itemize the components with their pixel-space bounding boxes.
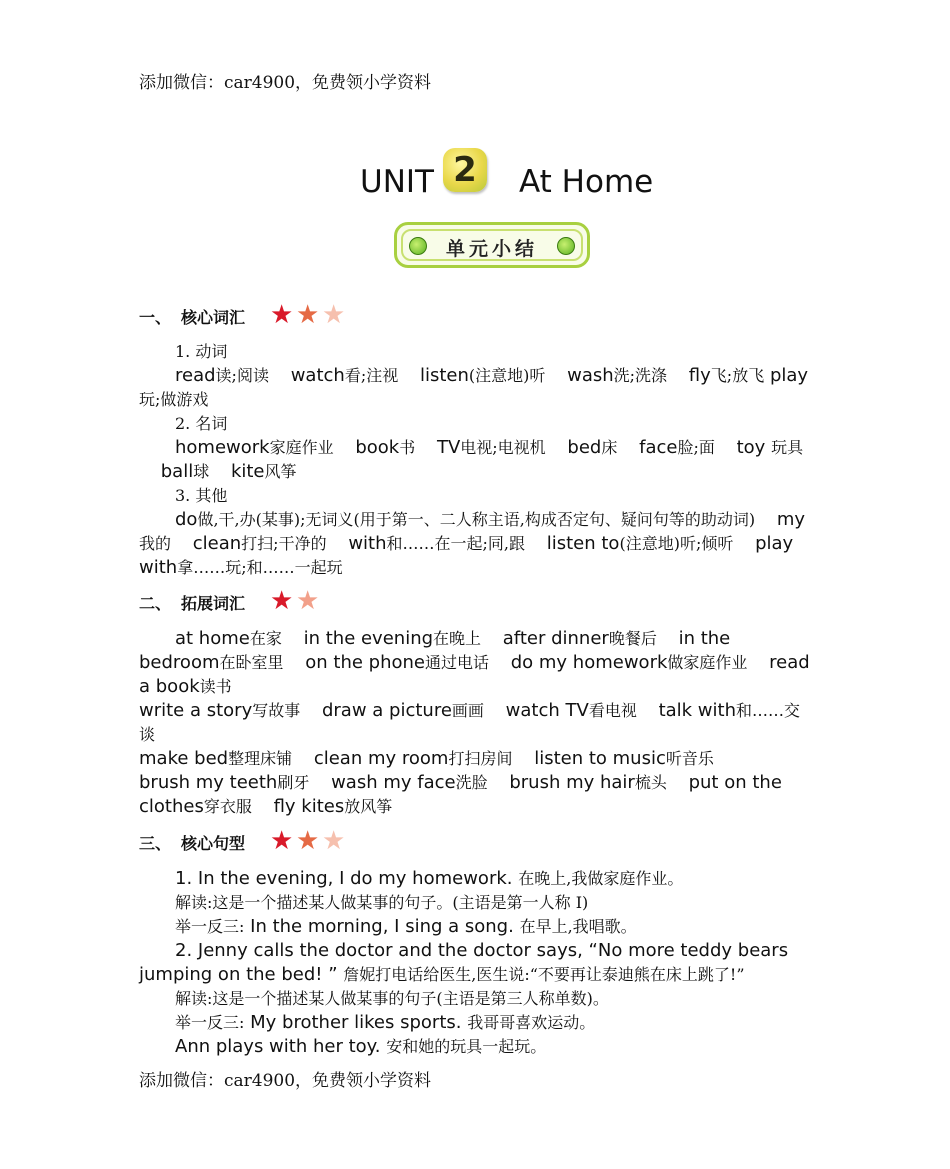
star-full-icon: ★ [296,826,320,856]
phrase-list-continued: brush my teeth刷牙 wash my face洗脸 brush my hair梳头 put on the clothes穿衣服 fly kites放风筝 [139,772,782,817]
verbs-heading: 1. 动词 [175,342,228,361]
section-title: 核心句型 [181,834,246,853]
section-heading-extended-vocab [139,586,320,616]
sentence-2-example: 举一反三: My brother likes sports. 我哥哥喜欢运动。 [175,1012,596,1033]
star-half-icon: ★ [322,300,346,330]
nouns-heading: 2. 名词 [175,414,228,433]
verbs-list: read读;阅读 watch看;注视 listen(注意地)听 wash洗;洗涤 fly飞;放飞 play玩;做游戏 [139,365,809,409]
unit-summary-banner [394,222,590,268]
sentence-2-example-2: Ann plays with her toy. 安和她的玩具一起玩。 [175,1036,547,1057]
core-sentences-block [139,867,811,1059]
sentence-2: 2. Jenny calls the doctor and the doctor says, “No more teddy bears jumping on the bed! ” 詹妮打电话给医生,医生说:“不要再让泰迪熊在床上跳了!” [139,940,789,985]
sentence-1: 1. In the evening, I do my homework. 在晚上,我做家庭作业。 [175,868,684,889]
section-number: 三、 [139,834,172,853]
star-half-icon: ★ [296,586,320,616]
section-title: 拓展词汇 [181,594,246,613]
phrase-list-continued: make bed整理床铺 clean my room打扫房间 listen to music听音乐 [139,748,714,769]
phrase-list: at home在家 in the evening在晚上 after dinner晚餐后 in the bedroom在卧室里 on the phone通过电话 do my homework做家庭作业 read a book读书 [139,628,810,697]
phrase-list-continued: write a story写故事 draw a picture画画 watch TV看电视 talk with和……交谈 [139,700,801,744]
watermark-bottom: 添加微信：car4900，免费领小学资料 [139,1071,432,1091]
unit-title [360,148,680,218]
others-heading: 3. 其他 [175,486,228,505]
section-heading-core-vocab [139,300,346,330]
core-vocab-block [139,340,811,580]
sentence-1-note: 解读:这是一个描述某人做某事的句子。(主语是第一人称 I) [175,893,589,912]
section-number: 二、 [139,594,172,613]
sentence-2-note: 解读:这是一个描述某人做某事的句子(主语是第三人称单数)。 [175,989,609,1008]
section-number: 一、 [139,308,172,327]
watermark-top: 添加微信：car4900，免费领小学资料 [139,73,432,93]
banner-label: 单元小结 [445,238,538,260]
unit-name: At Home [519,164,654,200]
star-full-icon: ★ [270,826,294,856]
sentence-1-example: 举一反三: In the morning, I sing a song. 在早上,我唱歌。 [175,916,637,937]
others-list: do做,干,办(某事);无词义(用于第一、二人称主语,构成否定句、疑问句等的助动词) my我的 clean打扫;干净的 with和……在一起;同,跟 listen to(注意地)听;倾听 play with拿……玩;和……一起玩 [139,509,805,578]
star-full-icon: ★ [270,300,294,330]
star-full-icon: ★ [270,586,294,616]
extended-vocab-block [139,627,811,819]
unit-number: 2 [453,150,477,190]
unit-word: UNIT [360,164,434,200]
unit-number-badge [443,148,487,192]
section-title: 核心词汇 [181,308,246,327]
star-full-icon: ★ [296,300,320,330]
star-half-icon: ★ [322,826,346,856]
section-heading-core-sentences [139,826,346,856]
nouns-list: homework家庭作业 book书 TV电视;电视机 bed床 face脸;面 toy 玩具 ball球 kite风筝 [160,437,804,482]
